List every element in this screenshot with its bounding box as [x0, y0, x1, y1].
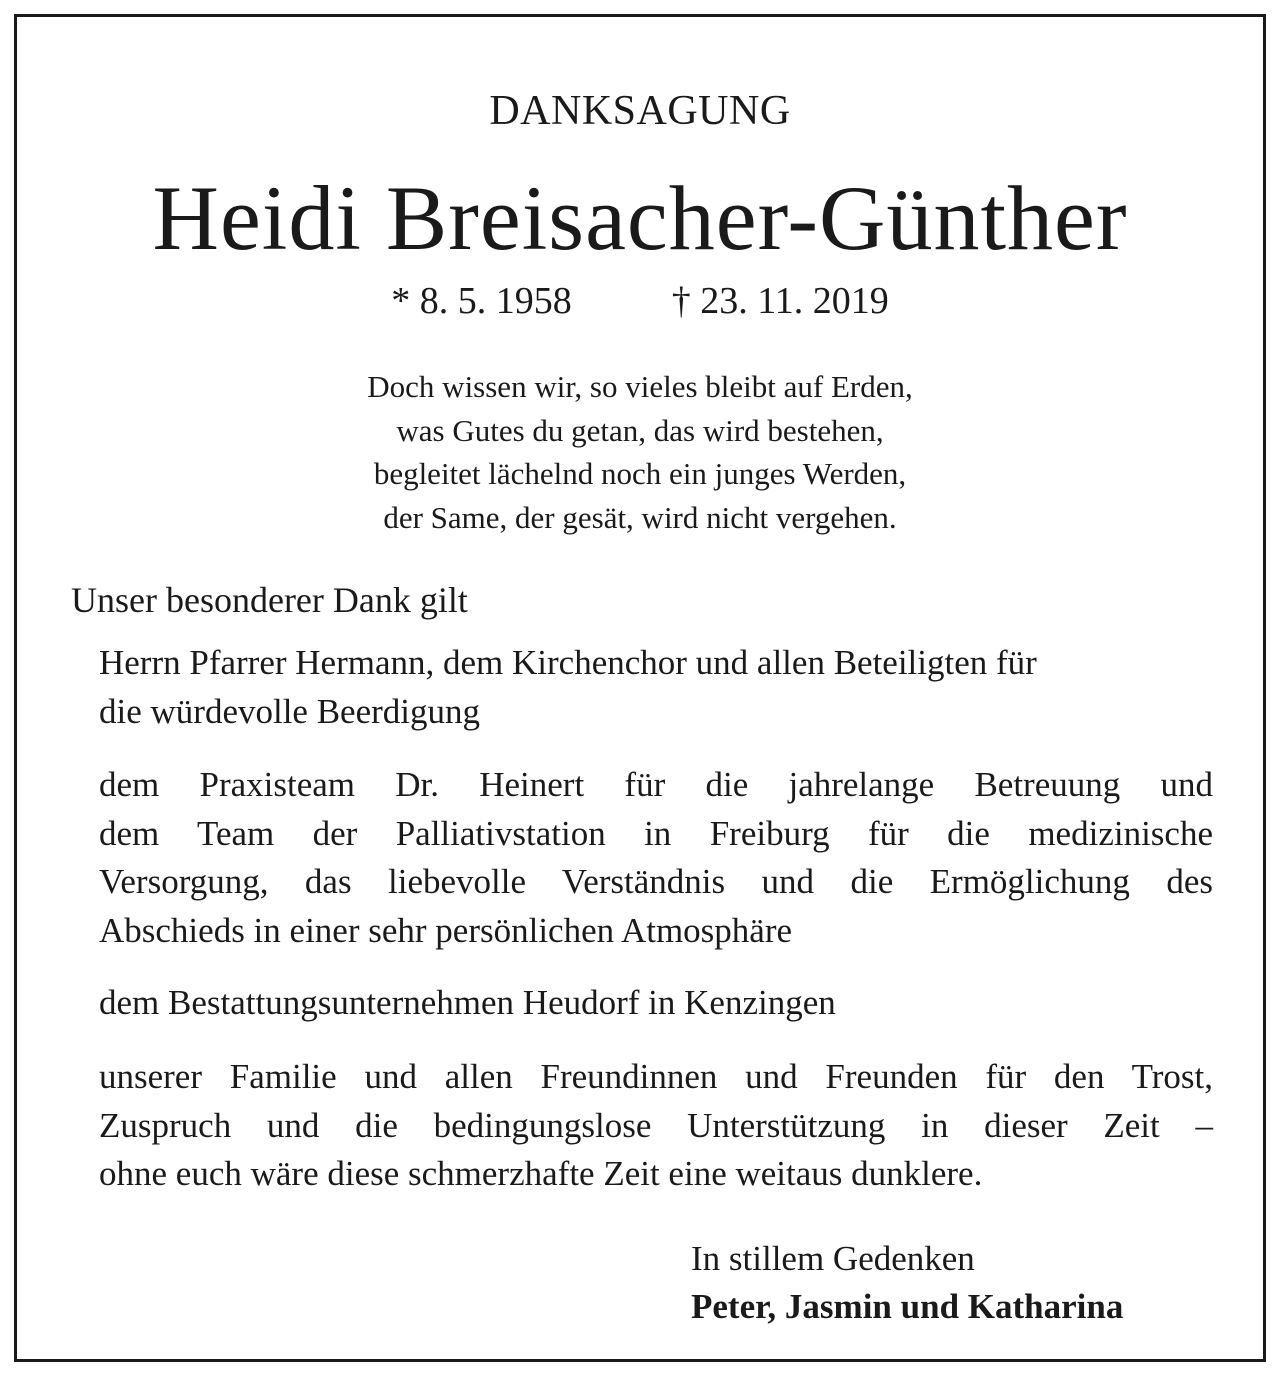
- thanks-paragraph-funeral-home: [99, 979, 1213, 1028]
- paragraph-line: dem Praxisteam Dr. Heinert für die jahrelange Betreuung und: [99, 765, 1213, 804]
- paragraph-line: die würdevolle Beerdigung: [99, 691, 481, 731]
- poem-line: der Same, der gesät, wird nicht vergehen.: [383, 499, 897, 535]
- thanks-intro: Unser besonderer Dank gilt: [71, 580, 468, 620]
- poem-line: Doch wissen wir, so vieles bleibt auf Erden,: [367, 369, 913, 404]
- notice-header: DANKSAGUNG: [489, 88, 791, 134]
- death-date: † 23. 11. 2019: [671, 280, 889, 322]
- paragraph-line: Versorgung, das liebevolle Verständnis und die Ermöglichung des: [99, 862, 1213, 901]
- poem-line: begleitet lächelnd noch ein junges Werden,: [373, 456, 907, 491]
- closing-line: In stillem Gedenken: [691, 1239, 975, 1278]
- birth-date: * 8. 5. 1958: [391, 280, 572, 322]
- paragraph-line: Herrn Pfarrer Hermann, dem Kirchenchor und allen Beteiligten für: [99, 643, 1037, 682]
- thanks-paragraph-clergy: [99, 639, 1213, 736]
- paragraph-line: dem Team der Palliativstation in Freiburg für die medizinische: [99, 813, 1213, 853]
- paragraph-line: Zuspruch und die bedingungslose Unterstützung in dieser Zeit –: [99, 1105, 1213, 1145]
- paragraph-line: ohne euch wäre diese schmerzhafte Zeit eine weitaus dunklere.: [99, 1154, 983, 1193]
- paragraph-line: dem Bestattungsunternehmen Heudorf in Kenzingen: [99, 983, 836, 1022]
- paragraph-line: unserer Familie und allen Freundinnen und Freunden für den Trost,: [99, 1057, 1213, 1096]
- life-dates: [17, 279, 1263, 323]
- poem: [17, 365, 1263, 539]
- thanks-paragraph-family: [99, 1053, 1213, 1199]
- notice-frame: [14, 14, 1266, 1362]
- closing-block: [691, 1235, 1123, 1331]
- thanks-paragraph-medical: [99, 761, 1213, 955]
- paragraph-line: Abschieds in einer sehr persönlichen Atmosphäre: [99, 910, 793, 950]
- deceased-name: Heidi Breisacher-Günther: [152, 167, 1128, 269]
- signature: Peter, Jasmin und Katharina: [691, 1287, 1124, 1326]
- poem-line: was Gutes du getan, das wird bestehen,: [396, 412, 884, 448]
